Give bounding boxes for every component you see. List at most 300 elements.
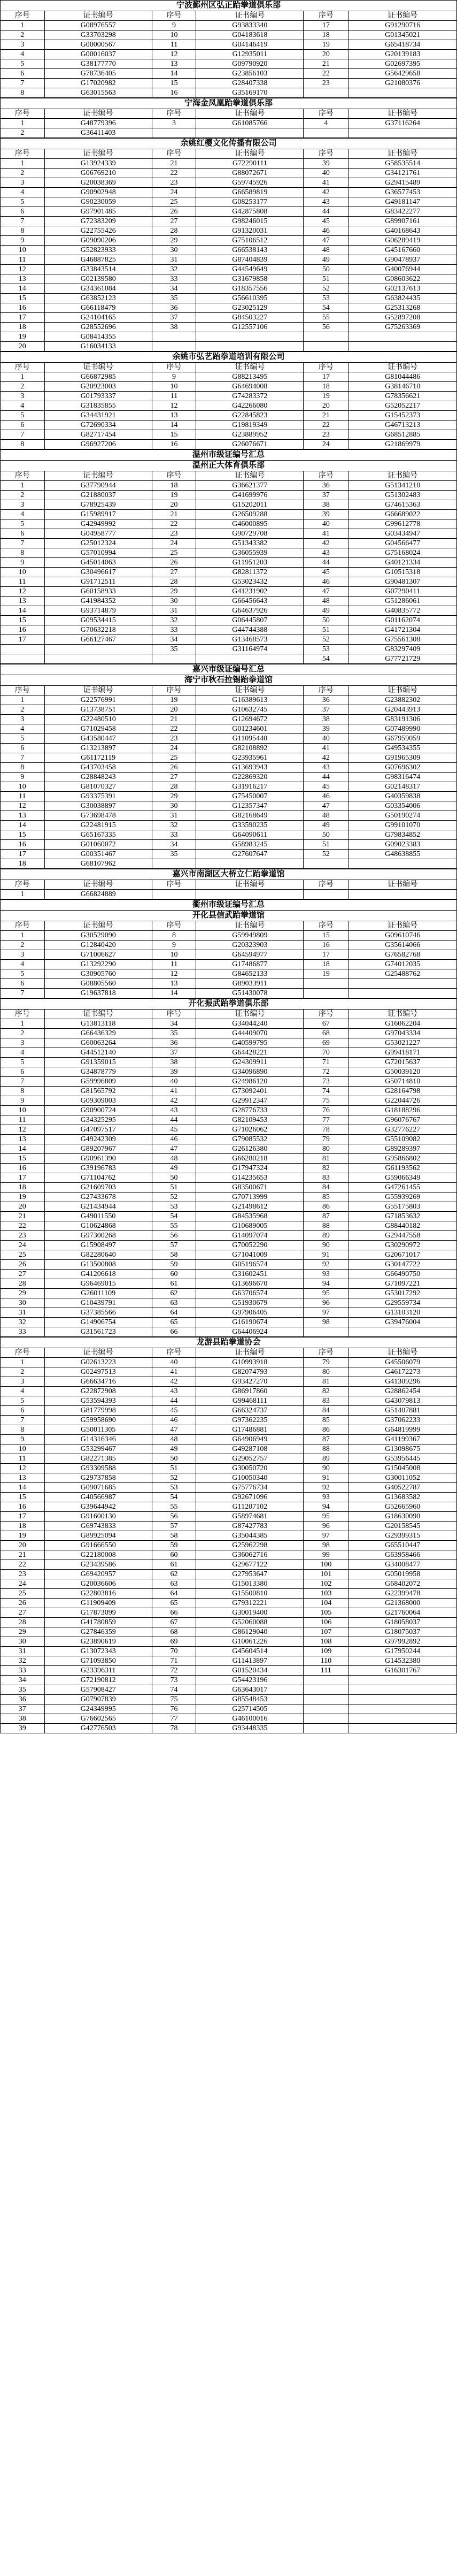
cert-cell (348, 989, 457, 998)
cert-cell: G96927206 (44, 440, 152, 449)
seq-cell: 3 (152, 119, 196, 128)
cert-cell: G99101070 (348, 821, 457, 830)
cert-cell: G90961390 (44, 1154, 152, 1164)
seq-cell: 48 (304, 246, 348, 255)
cert-cell: G45604514 (196, 1647, 304, 1656)
seq-cell: 31 (1, 1647, 45, 1656)
cert-cell: G24309911 (196, 1058, 304, 1067)
seq-cell: 12 (152, 50, 196, 59)
seq-cell: 46 (304, 226, 348, 236)
header-cert: 证书编号 (348, 686, 457, 695)
cert-cell: G35044385 (196, 1531, 304, 1541)
table-row (1, 941, 457, 950)
cert-cell: G02497513 (44, 1367, 152, 1377)
table-row (1, 792, 457, 801)
table-row (1, 1637, 457, 1647)
seq-cell: 10 (152, 950, 196, 960)
seq-cell: 8 (1, 1087, 45, 1096)
cert-cell: G10050340 (196, 1473, 304, 1483)
header-seq: 序号 (152, 1010, 196, 1019)
table-row (1, 1221, 457, 1231)
seq-cell: 103 (304, 1589, 348, 1599)
seq-cell: 51 (304, 625, 348, 635)
seq-cell: 1 (1, 481, 45, 491)
cert-cell: G51343382 (196, 539, 304, 548)
cert-cell: G37062233 (348, 1416, 457, 1425)
seq-cell: 23 (304, 79, 348, 88)
table-row (1, 734, 457, 744)
header-row (1, 880, 457, 890)
cert-cell: G12557106 (196, 323, 304, 332)
seq-cell: 22 (1, 1221, 45, 1231)
seq-cell: 31 (152, 811, 196, 821)
seq-cell: 38 (152, 323, 196, 332)
cert-cell: G99468111 (196, 1396, 304, 1406)
seq-cell: 53 (152, 1483, 196, 1493)
cert-cell: G29677122 (196, 1560, 304, 1570)
seq-cell: 25 (1, 1250, 45, 1260)
cert-cell: G91712511 (44, 577, 152, 587)
cert-cell: G81044486 (348, 372, 457, 382)
cert-cell: G21434944 (44, 1202, 152, 1212)
seq-cell (304, 1676, 348, 1685)
seq-cell: 13 (1, 1135, 45, 1144)
seq-cell: 33 (1, 1327, 45, 1337)
header-row (1, 1348, 457, 1358)
table-row (1, 1589, 457, 1599)
seq-cell: 27 (152, 568, 196, 577)
seq-cell: 29 (1, 1289, 45, 1298)
table-row (1, 69, 457, 79)
seq-cell: 28 (152, 577, 196, 587)
cert-cell: G45506079 (348, 1358, 457, 1367)
cert-cell: G81565792 (44, 1087, 152, 1096)
cert-cell: G70052290 (196, 1241, 304, 1250)
table-row (1, 1425, 457, 1435)
seq-cell: 23 (152, 178, 196, 188)
table-row (1, 1154, 457, 1164)
header-cert: 证书编号 (44, 1010, 152, 1019)
seq-cell: 42 (152, 1096, 196, 1106)
cert-cell: G10515318 (348, 568, 457, 577)
cert-cell: G54423196 (196, 1676, 304, 1685)
seq-cell: 54 (304, 654, 348, 664)
seq-cell: 8 (1, 226, 45, 236)
cert-cell: G46172273 (348, 1367, 457, 1377)
header-seq: 序号 (304, 1348, 348, 1358)
seq-cell: 110 (304, 1656, 348, 1666)
header-seq: 序号 (1, 1010, 45, 1019)
table-row (1, 255, 457, 265)
seq-cell: 23 (1, 1231, 45, 1241)
cert-cell: G40076944 (348, 265, 457, 274)
seq-cell: 76 (304, 1106, 348, 1115)
cert-cell: G43703458 (44, 763, 152, 773)
seq-cell: 57 (152, 1241, 196, 1250)
cert-cell: G01060072 (44, 840, 152, 850)
seq-cell: 96 (304, 1522, 348, 1531)
header-row (1, 363, 457, 372)
seq-cell: 5 (1, 969, 45, 979)
seq-cell: 6 (1, 979, 45, 989)
seq-cell: 22 (304, 421, 348, 430)
seq-cell: 98 (304, 1318, 348, 1327)
seq-cell: 88 (304, 1444, 348, 1454)
seq-cell: 9 (1, 773, 45, 782)
seq-cell: 4 (1, 401, 45, 411)
cert-cell: G50190274 (348, 811, 457, 821)
cert-cell (44, 645, 152, 654)
header-cert: 证书编号 (196, 686, 304, 695)
seq-cell: 10 (1, 1444, 45, 1454)
seq-cell: 15 (1, 616, 45, 625)
table-row (1, 1599, 457, 1608)
cert-cell (348, 890, 457, 899)
cert-cell: G37116264 (348, 119, 457, 128)
seq-cell: 92 (304, 1260, 348, 1270)
seq-cell: 34 (152, 840, 196, 850)
cert-cell: G31561723 (44, 1327, 152, 1337)
seq-cell: 65 (152, 1599, 196, 1608)
seq-cell: 42 (304, 753, 348, 763)
seq-cell: 4 (304, 119, 348, 128)
cert-cell (348, 1714, 457, 1724)
seq-cell: 53 (304, 294, 348, 303)
cert-cell: G63852123 (44, 294, 152, 303)
cert-cell: G75450007 (196, 792, 304, 801)
cert-cell: G30496617 (44, 568, 152, 577)
table-row (1, 79, 457, 88)
seq-cell: 54 (304, 303, 348, 313)
cert-cell: G05196574 (196, 1260, 304, 1270)
header-cert: 证书编号 (196, 1348, 304, 1358)
seq-cell: 11 (1, 792, 45, 801)
seq-cell (304, 989, 348, 998)
header-seq: 序号 (304, 109, 348, 119)
table-row (1, 840, 457, 850)
table-row (1, 207, 457, 217)
cert-cell (348, 859, 457, 869)
seq-cell: 3 (1, 500, 45, 510)
cert-cell: G22044726 (348, 1096, 457, 1106)
seq-cell: 6 (1, 1406, 45, 1416)
cert-cell: G22480510 (44, 715, 152, 724)
cert-cell (348, 1676, 457, 1685)
seq-cell: 94 (304, 1502, 348, 1512)
seq-cell: 4 (1, 1048, 45, 1058)
table-row (1, 1096, 457, 1106)
cert-cell: G34325295 (44, 1115, 152, 1125)
cert-cell: G20671017 (348, 1250, 457, 1260)
seq-cell: 51 (152, 1183, 196, 1193)
table-row (1, 587, 457, 597)
cert-cell: G58974681 (196, 1512, 304, 1522)
cert-cell: G55109082 (348, 1135, 457, 1144)
cert-cell: G78356621 (348, 392, 457, 401)
cert-cell: G46713213 (348, 421, 457, 430)
cert-cell: G59745926 (196, 178, 304, 188)
section-table (0, 1337, 457, 1733)
cert-cell: G09071685 (44, 1483, 152, 1493)
cert-cell: G42949992 (44, 519, 152, 529)
cert-cell: G75776734 (196, 1483, 304, 1493)
seq-cell: 26 (152, 558, 196, 568)
cert-cell: G72190812 (44, 1676, 152, 1685)
seq-cell: 1 (1, 21, 45, 30)
cert-cell: G10061226 (196, 1637, 304, 1647)
seq-cell: 12 (1, 1464, 45, 1473)
table-row (1, 1541, 457, 1550)
cert-cell: G70713999 (196, 1193, 304, 1202)
cert-cell: G53594393 (44, 1396, 152, 1406)
seq-cell: 31 (1, 1308, 45, 1318)
table-row (1, 1676, 457, 1685)
seq-cell: 85 (304, 1416, 348, 1425)
table-row (1, 59, 457, 69)
seq-cell: 35 (152, 294, 196, 303)
seq-cell (304, 1724, 348, 1733)
seq-cell: 25 (152, 197, 196, 207)
seq-cell: 53 (304, 645, 348, 654)
table-row (1, 821, 457, 830)
cert-cell: G68402072 (348, 1579, 457, 1589)
table-row (1, 21, 457, 30)
cert-cell: G89207967 (44, 1144, 152, 1154)
seq-cell: 72 (304, 1067, 348, 1077)
seq-cell: 36 (304, 481, 348, 491)
table-row (1, 197, 457, 207)
seq-cell: 8 (1, 1425, 45, 1435)
seq-cell: 4 (1, 1387, 45, 1396)
seq-cell: 106 (304, 1618, 348, 1627)
cert-cell: G53017292 (348, 1289, 457, 1298)
seq-cell: 16 (152, 440, 196, 449)
cert-cell: G40522787 (348, 1483, 457, 1493)
seq-cell: 30 (152, 597, 196, 606)
header-cert: 证书编号 (196, 363, 304, 372)
seq-cell: 17 (1, 1173, 45, 1183)
cert-cell: G17950244 (348, 1647, 457, 1656)
seq-cell: 11 (152, 40, 196, 50)
table-row (1, 969, 457, 979)
seq-cell: 93 (304, 1493, 348, 1502)
section-table (0, 138, 457, 351)
cert-cell: G10624868 (44, 1221, 152, 1231)
cert-cell: G59996809 (44, 1077, 152, 1087)
table-row (1, 1724, 457, 1733)
cert-cell: G76602565 (44, 1714, 152, 1724)
cert-cell: G00016037 (44, 50, 152, 59)
seq-cell: 16 (1, 1164, 45, 1173)
cert-cell: G15908497 (44, 1241, 152, 1250)
cert-cell: G02139580 (44, 274, 152, 284)
cert-cell: G24349995 (44, 1704, 152, 1714)
seq-cell: 83 (304, 1173, 348, 1183)
seq-cell: 21 (1, 1550, 45, 1560)
cert-cell: G25488762 (348, 969, 457, 979)
cert-cell: G66634716 (44, 1377, 152, 1387)
table-row (1, 217, 457, 226)
cert-cell: G28407338 (196, 79, 304, 88)
seq-cell: 41 (304, 744, 348, 753)
table-row (1, 1260, 457, 1270)
cert-cell: G28848243 (44, 773, 152, 782)
table-row (1, 1038, 457, 1048)
cert-cell: G12357347 (196, 801, 304, 811)
cert-cell: G16389613 (196, 695, 304, 705)
cert-cell: G20323903 (196, 941, 304, 950)
cert-cell: G36577453 (348, 188, 457, 197)
cert-cell: G91666550 (44, 1541, 152, 1550)
cert-cell: G78925439 (44, 500, 152, 510)
seq-cell: 27 (152, 217, 196, 226)
seq-cell: 1 (1, 1358, 45, 1367)
table-row (1, 1656, 457, 1666)
seq-cell: 21 (304, 411, 348, 421)
cert-cell: G66689022 (348, 510, 457, 519)
cert-cell: G89289397 (348, 1144, 457, 1154)
section-title-row (1, 664, 457, 675)
cert-cell: G49011550 (44, 1212, 152, 1221)
seq-cell: 24 (1, 1241, 45, 1250)
seq-cell: 50 (152, 1173, 196, 1183)
header-seq: 序号 (1, 109, 45, 119)
seq-cell: 84 (304, 1406, 348, 1416)
seq-cell: 40 (152, 1358, 196, 1367)
section-title-row (1, 869, 457, 880)
cert-cell: G15989917 (44, 510, 152, 519)
cert-cell: G22872908 (44, 1387, 152, 1396)
cert-cell: G84535968 (196, 1212, 304, 1221)
seq-cell: 87 (304, 1212, 348, 1221)
header-seq: 序号 (304, 686, 348, 695)
seq-cell: 18 (1, 1522, 45, 1531)
cert-cell: G84652133 (196, 969, 304, 979)
table-row (1, 1115, 457, 1125)
cert-cell: G36621377 (196, 481, 304, 491)
header-seq: 序号 (1, 363, 45, 372)
seq-cell: 20 (304, 50, 348, 59)
table-row (1, 30, 457, 40)
cert-cell: G04566477 (348, 539, 457, 548)
seq-cell: 41 (304, 178, 348, 188)
seq-cell: 45 (304, 782, 348, 792)
table-row (1, 1279, 457, 1289)
cert-cell: G66436329 (44, 1029, 152, 1038)
seq-cell: 19 (304, 40, 348, 50)
table-row (1, 274, 457, 284)
cert-cell (196, 654, 304, 664)
section-title: 宁波鄞州区弘正跆拳道俱乐部 (1, 1, 457, 11)
cert-cell: G23889952 (196, 430, 304, 440)
cert-cell: G51286061 (348, 597, 457, 606)
header-cert: 证书编号 (196, 921, 304, 931)
seq-cell: 47 (152, 1425, 196, 1435)
cert-cell: G66324737 (196, 1406, 304, 1416)
seq-cell: 82 (304, 1164, 348, 1173)
seq-cell: 31 (152, 606, 196, 616)
seq-cell: 20 (152, 500, 196, 510)
cert-cell: G83500671 (196, 1183, 304, 1193)
seq-cell: 32 (1, 1656, 45, 1666)
cert-cell: G82109453 (196, 1115, 304, 1125)
table-row (1, 500, 457, 510)
cert-cell: G82074793 (196, 1367, 304, 1377)
table-row (1, 1493, 457, 1502)
section-title: 温州正大体育俱乐部 (1, 461, 457, 471)
header-row (1, 109, 457, 119)
seq-cell: 83 (304, 1396, 348, 1406)
cert-cell: G74615363 (348, 500, 457, 510)
cert-cell: G83297409 (348, 645, 457, 654)
seq-cell: 8 (1, 548, 45, 558)
section-title-row (1, 675, 457, 686)
seq-cell: 27 (1, 1608, 45, 1618)
table-row (1, 568, 457, 577)
cert-cell: G88440182 (348, 1221, 457, 1231)
table-row (1, 529, 457, 539)
cert-cell: G50039120 (348, 1067, 457, 1077)
seq-cell: 5 (1, 411, 45, 421)
seq-cell: 49 (304, 255, 348, 265)
cert-cell: G46887825 (44, 255, 152, 265)
table-row (1, 635, 457, 645)
section-title: 嘉兴市南湖区大桥立仁跆拳道馆 (1, 869, 457, 880)
table-row (1, 226, 457, 236)
seq-cell: 33 (152, 625, 196, 635)
cert-cell: G13738751 (44, 705, 152, 715)
seq-cell: 49 (304, 606, 348, 616)
cert-cell: G07489990 (348, 724, 457, 734)
cert-cell: G99612778 (348, 519, 457, 529)
seq-cell: 30 (1, 1637, 45, 1647)
seq-cell (152, 859, 196, 869)
header-seq: 序号 (152, 921, 196, 931)
seq-cell: 45 (152, 1406, 196, 1416)
cert-cell: G46100016 (196, 1714, 304, 1724)
cert-cell: G41231902 (196, 587, 304, 597)
seq-cell: 21 (304, 59, 348, 69)
seq-cell: 53 (152, 1202, 196, 1212)
cert-cell: G91359015 (44, 1058, 152, 1067)
table-row (1, 1714, 457, 1724)
seq-cell: 79 (304, 1135, 348, 1144)
table-row (1, 1173, 457, 1183)
table-row (1, 342, 457, 351)
seq-cell: 21 (152, 159, 196, 169)
cert-cell (348, 979, 457, 989)
table-row (1, 491, 457, 500)
table-row (1, 1406, 457, 1416)
seq-cell: 6 (1, 744, 45, 753)
table-row (1, 811, 457, 821)
table-row (1, 1358, 457, 1367)
seq-cell: 9 (1, 236, 45, 246)
cert-cell: G17020982 (44, 79, 152, 88)
seq-cell: 17 (304, 372, 348, 382)
seq-cell: 59 (152, 1541, 196, 1550)
seq-cell: 102 (304, 1579, 348, 1589)
seq-cell (1, 645, 45, 654)
cert-cell: G40168643 (348, 226, 457, 236)
table-row (1, 763, 457, 773)
cert-cell (348, 1685, 457, 1695)
seq-cell: 7 (1, 1416, 45, 1425)
seq-cell: 12 (1, 587, 45, 597)
section-title-row (1, 139, 457, 149)
table-row (1, 1512, 457, 1522)
seq-cell: 38 (152, 1058, 196, 1067)
